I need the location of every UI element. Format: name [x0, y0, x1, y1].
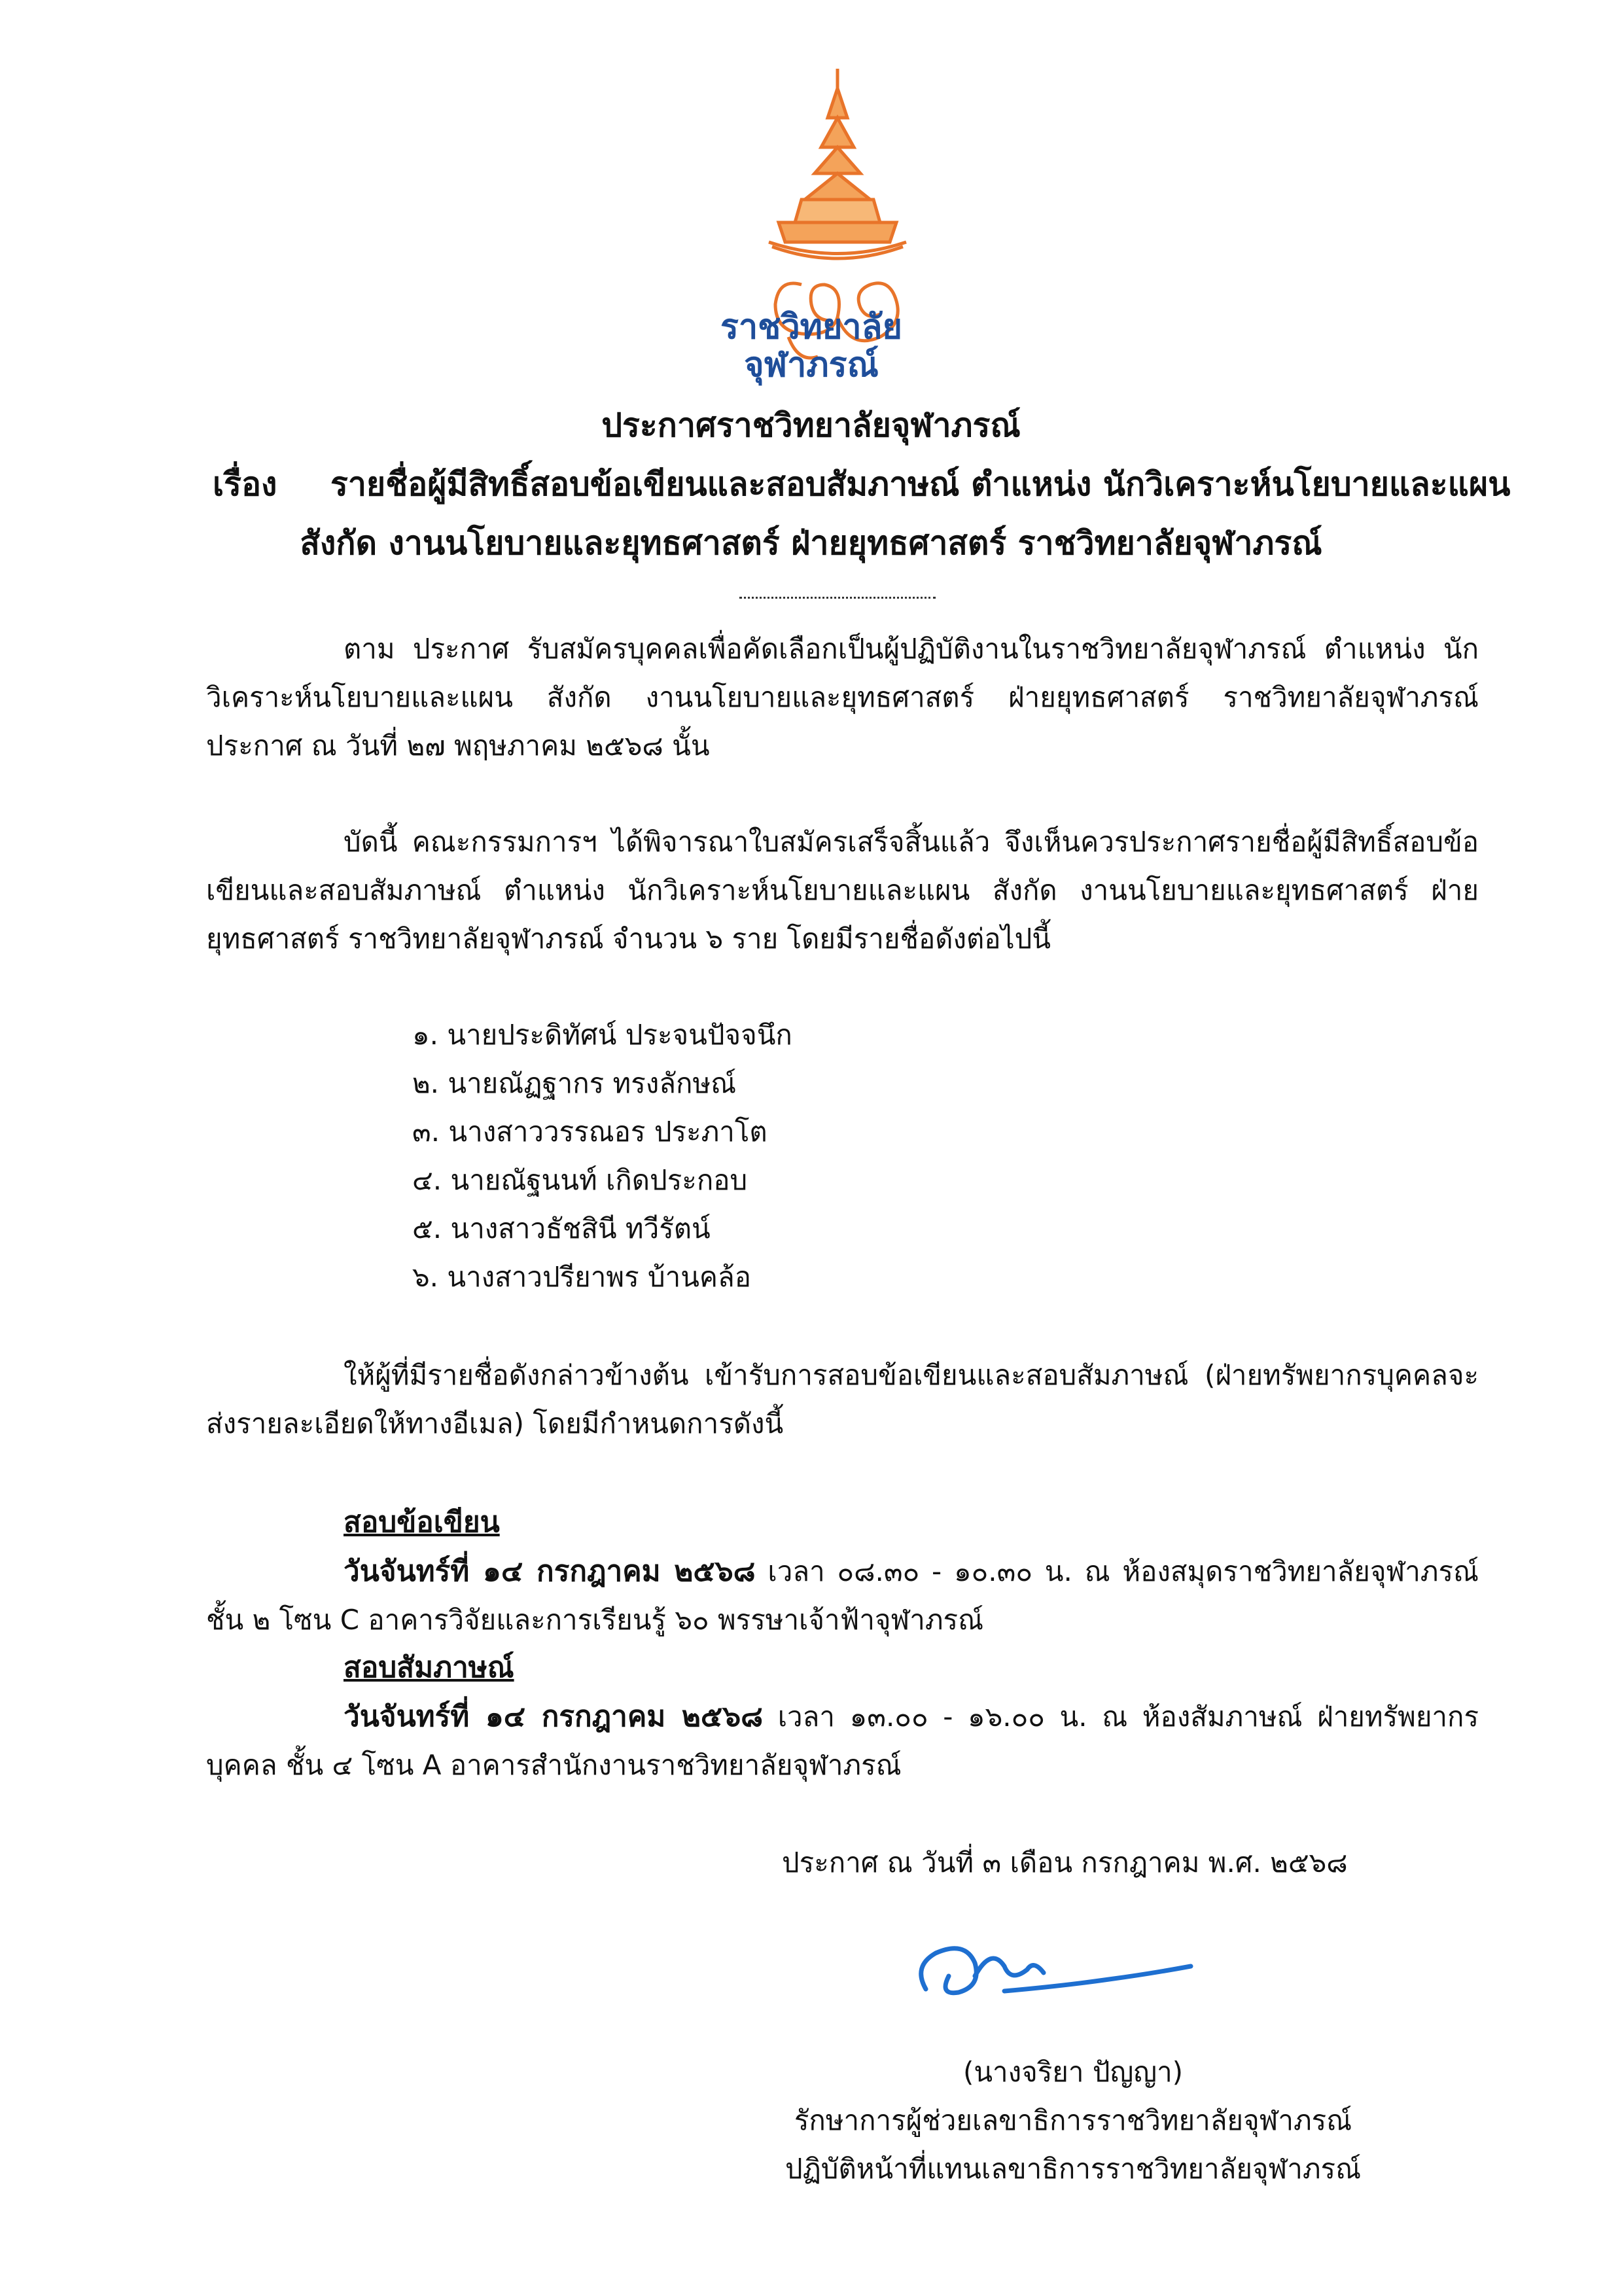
written-exam-detail: เวลา ๐๘.๓๐ - ๑๐.๓๐ น. ณ ห้องสมุดราชวิทยาลัยจุฬาภรณ์ ชั้น ๒ โซน C อาคารวิจัยและการเรียนรู้ ๖๐ พรรษาเจ้าฟ้าจุฬาภรณ์ — [206, 1555, 1479, 1636]
paragraph-2-text: บัดนี้ คณะกรรมการฯ ได้พิจารณาใบสมัครเสร็จสิ้นแล้ว จึงเห็นควรประกาศรายชื่อผู้มีสิทธิ์สอบข้อเขียนและสอบสัมภาษณ์ ตำแหน่ง นักวิเคราะห์นโยบายและแผน สังกัด งานนโยบายและยุทธศาสตร์ ฝ่ายยุทธศาสตร์ ราชวิทยาลัยจุฬาภรณ์ จำนวน ๖ ราย โดยมีรายชื่อดังต่อไปนี้ — [206, 826, 1479, 955]
list-item: ๔. นายณัฐนนท์ เกิดประกอบ — [412, 1164, 748, 1196]
logo-caption-line1: ราชวิทยาลัย — [720, 308, 902, 347]
dotted-separator — [739, 597, 936, 599]
handwritten-signature — [913, 1914, 1201, 2019]
paragraph-1 — [206, 625, 1479, 770]
signer-name: (นางจริยา ปัญญา) — [962, 2056, 1184, 2088]
paragraph-1-text: ตาม ประกาศ รับสมัครบุคคลเพื่อคัดเลือกเป็นผู้ปฏิบัติงานในราชวิทยาลัยจุฬาภรณ์ ตำแหน่ง นักวิเคราะห์นโยบายและแผน สังกัด งานนโยบายและยุทธศาสตร์ ฝ่ายยุทธศาสตร์ ราชวิทยาลัยจุฬาภรณ์ ประกาศ ณ วันที่ ๒๗ พฤษภาคม ๒๕๖๘ นั้น — [206, 633, 1479, 762]
paragraph-2 — [206, 818, 1479, 963]
interview-schedule — [206, 1693, 1479, 1790]
candidate-list — [412, 1011, 792, 1301]
written-exam-schedule — [206, 1547, 1479, 1644]
interview-heading: สอบสัมภาษณ์ — [344, 1651, 514, 1684]
signer-title-1: รักษาการผู้ช่วยเลขาธิการราชวิทยาลัยจุฬาภรณ์ — [794, 2104, 1352, 2136]
logo-caption-line2: จุฬาภรณ์ — [744, 345, 879, 385]
written-exam-date: วันจันทร์ที่ ๑๔ กรกฎาคม ๒๕๖๘ — [344, 1555, 756, 1588]
announcement-date: ประกาศ ณ วันที่ ๓ เดือน กรกฎาคม พ.ศ. ๒๕๖๘ — [782, 1846, 1348, 1879]
list-item: ๖. นางสาวปรียาพร บ้านคล้อ — [412, 1261, 751, 1293]
list-item: ๕. นางสาวธัชสินี ทวีรัตน์ — [412, 1212, 711, 1245]
paragraph-3-text: ให้ผู้ที่มีรายชื่อดังกล่าวข้างต้น เข้ารับการสอบข้อเขียนและสอบสัมภาษณ์ (ฝ่ายทรัพยากรบุคคลจะส่งรายละเอียดให้ทางอีเมล) โดยมีกำหนดการดังนี้ — [206, 1359, 1479, 1439]
paragraph-3 — [206, 1351, 1479, 1448]
interview-date: วันจันทร์ที่ ๑๔ กรกฎาคม ๒๕๖๘ — [344, 1700, 764, 1733]
list-item: ๓. นางสาววรรณอร ประภาโต — [412, 1116, 767, 1148]
signature-block — [746, 2048, 1400, 2193]
announcement-title: ประกาศราชวิทยาลัยจุฬาภรณ์ — [601, 406, 1021, 444]
written-exam-heading: สอบข้อเขียน — [344, 1506, 500, 1539]
subject-line-1: รายชื่อผู้มีสิทธิ์สอบข้อเขียนและสอบสัมภาษณ์ ตำแหน่ง นักวิเคราะห์นโยบายและแผน — [330, 465, 1511, 503]
subject-line-2: สังกัด งานนโยบายและยุทธศาสตร์ ฝ่ายยุทธศาสตร์ ราชวิทยาลัยจุฬาภรณ์ — [300, 524, 1322, 562]
list-item: ๒. นายณัฏฐากร ทรงลักษณ์ — [412, 1067, 737, 1099]
signer-title-2: ปฏิบัติหน้าที่แทนเลขาธิการราชวิทยาลัยจุฬาภรณ์ — [785, 2153, 1362, 2185]
interview-detail: เวลา ๑๓.๐๐ - ๑๖.๐๐ น. ณ ห้องสัมภาษณ์ ฝ่ายทรัพยากรบุคคล ชั้น ๔ โซน A อาคารสำนักงานราชวิทยาลัยจุฬาภรณ์ — [206, 1701, 1479, 1781]
subject-label: เรื่อง — [213, 465, 277, 503]
list-item: ๑. นายประดิทัศน์ ประจนปัจจนึก — [412, 1019, 792, 1051]
